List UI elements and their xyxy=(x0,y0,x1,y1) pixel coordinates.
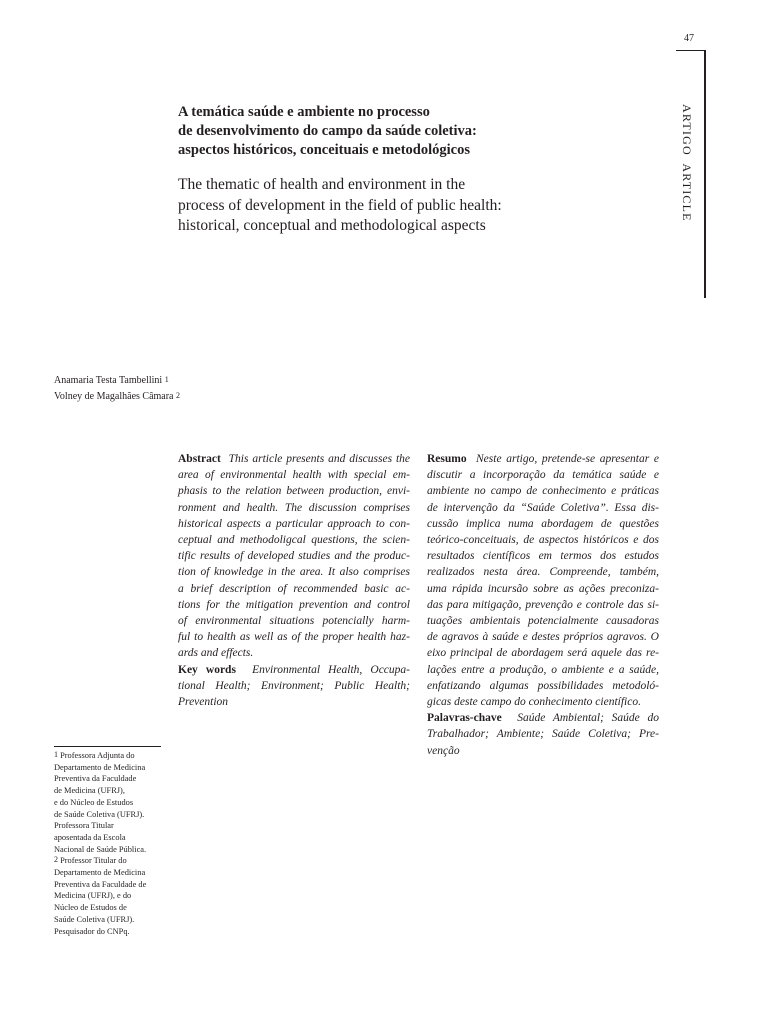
keywords-text: Environmental Health, Occupa- xyxy=(252,663,410,676)
abstract-line: tific results of developed studies and the produc- xyxy=(178,550,410,563)
footnote-text: Professor Titular do xyxy=(60,856,127,866)
abstract-line: of environmental situations potencially harm- xyxy=(178,615,410,628)
resumo-line: ambiente no campo de conhecimento e práticas xyxy=(427,485,659,498)
abstract-line: ceptual and methodoligcal questions, the scien- xyxy=(178,534,410,547)
title-en-line: historical, conceptual and methodological aspects xyxy=(178,217,486,234)
title-pt-line: aspectos históricos, conceituais e metodológicos xyxy=(178,142,470,158)
resumo-line: cussão implica numa abordagem de questões xyxy=(427,517,659,530)
palavras-chave-line: Trabalhador; Ambiente; Saúde Coletiva; Pre- xyxy=(427,728,659,741)
footnote-line: de Saúde Coletiva (UFRJ). xyxy=(54,809,145,819)
author-affiliation-mark: 2 xyxy=(176,391,180,400)
resumo-text: Neste artigo, pretende-se apresentar e xyxy=(476,453,660,465)
footnote-line: Medicina (UFRJ), e do xyxy=(54,891,132,901)
resumo-line: teórico-conceituais, de aspectos históricos e dos xyxy=(427,534,659,547)
abstract-column xyxy=(178,451,410,710)
footnote-line: Nacional de Saúde Pública. xyxy=(54,844,147,854)
abstract-line: area of environmental health with special em- xyxy=(178,469,410,482)
author-list xyxy=(54,373,180,405)
sidebar-tick-rule xyxy=(676,50,705,51)
title-english xyxy=(178,175,618,237)
footnote-line: Preventiva da Faculdade de xyxy=(54,879,147,889)
footnote-line: e do Núcleo de Estudos xyxy=(54,797,134,807)
abstract-line: historical aspects a particular approach to con- xyxy=(178,517,410,530)
abstract-label: Abstract xyxy=(178,453,221,465)
resumo-line: de agravos à saúde e destes próprios agravos. O xyxy=(427,631,659,644)
palavras-chave-label: Palavras-chave xyxy=(427,712,502,725)
resumo-label: Resumo xyxy=(427,453,467,465)
palavras-chave-line xyxy=(427,710,659,726)
abstract-line: phasis to the relation between production, envi- xyxy=(178,485,410,498)
title-pt-line: de desenvolvimento do campo da saúde coletiva: xyxy=(178,123,477,139)
resumo-line: das para mitigação, prevenção e controle das si- xyxy=(427,598,659,611)
footnote-line: Pesquisador do CNPq. xyxy=(54,926,130,936)
resumo-line: tuações ambientais potencialmente causadoras xyxy=(427,615,659,628)
keywords-line: Prevention xyxy=(178,696,229,709)
footnote-line: aposentada da Escola xyxy=(54,832,126,842)
keywords-label: Key words xyxy=(178,663,236,676)
resumo-line: de intervenção da “Saúde Coletiva”. Essa dis- xyxy=(427,501,659,514)
abstract-text: This article presents and discusses the xyxy=(228,453,411,465)
keywords-line xyxy=(178,662,410,678)
page-number: 47 xyxy=(684,33,694,44)
resumo-line: eixo principal de abordagem será aquele das re- xyxy=(427,647,659,660)
abstract-line: tions for the mitigation prevention and control xyxy=(178,598,410,611)
palavras-chave-text: Saúde Ambiental; Saúde do xyxy=(517,712,659,725)
abstract-line: ronment and health. The discussion comprises xyxy=(178,501,410,514)
footnote-line: Departamento de Medicina xyxy=(54,868,146,878)
author-name: Volney de Magalhães Câmara xyxy=(54,391,174,402)
resumo-line: discutir a incorporação da temática saúde e xyxy=(427,469,659,482)
abstract-line xyxy=(178,451,410,467)
resumo-line xyxy=(427,451,659,467)
title-pt-line: A temática saúde e ambiente no processo xyxy=(178,104,430,120)
author xyxy=(54,373,180,389)
resumo-column xyxy=(427,451,659,759)
resumo-line: enfatizando algumas possibilidades metodoló- xyxy=(427,679,659,692)
title-en-line: process of development in the field of public health: xyxy=(178,196,502,214)
resumo-line: realizados nesta área. Compreende, também, xyxy=(427,566,659,579)
footnote-line: de Medicina (UFRJ), xyxy=(54,786,125,796)
footnote-line: Professora Titular xyxy=(54,821,114,831)
palavras-chave-line: venção xyxy=(427,744,460,757)
title-portuguese xyxy=(178,103,608,160)
keywords-line: tional Health; Environment; Public Health; xyxy=(178,679,410,692)
footnote-rule xyxy=(54,746,161,747)
footnote-mark: 1 xyxy=(54,750,58,759)
footnotes xyxy=(54,750,184,937)
footnote-line xyxy=(54,855,184,867)
footnote-line: Saúde Coletiva (UFRJ). xyxy=(54,914,135,924)
abstract-line: a brief description of recommended basic ac- xyxy=(178,582,410,595)
footnote-text: Professora Adjunta do xyxy=(60,751,135,760)
resumo-line: lações entre a produção, o ambiente e a saúde, xyxy=(427,663,659,676)
footnote-line: Departamento de Medicina xyxy=(54,762,146,772)
abstract-line: ards and effects. xyxy=(178,647,254,660)
author xyxy=(54,389,180,405)
footnote-line: Núcleo de Estudos de xyxy=(54,903,127,913)
abstract-line: ful to health as well as of the proper health haz- xyxy=(178,631,410,644)
section-label: ARTIGO ARTICLE xyxy=(680,104,694,222)
author-affiliation-mark: 1 xyxy=(164,375,169,384)
resumo-line: uma rápida incursão sobre as ações preconiza- xyxy=(427,582,659,595)
title-en-line: The thematic of health and environment in the xyxy=(178,176,466,193)
footnote-line xyxy=(54,750,184,762)
abstract-line: tion of knowledge in the area. It also comprises xyxy=(178,566,410,579)
resumo-line: gicas deste campo do conhecimento científico. xyxy=(427,696,641,709)
resumo-line: resultados científicos em termos dos estudos xyxy=(427,550,659,563)
footnote-mark: 2 xyxy=(54,855,58,865)
author-name: Anamaria Testa Tambellini xyxy=(54,375,163,386)
footnote-line: Preventiva da Faculdade xyxy=(54,774,137,784)
sidebar-vertical-rule xyxy=(704,50,706,298)
